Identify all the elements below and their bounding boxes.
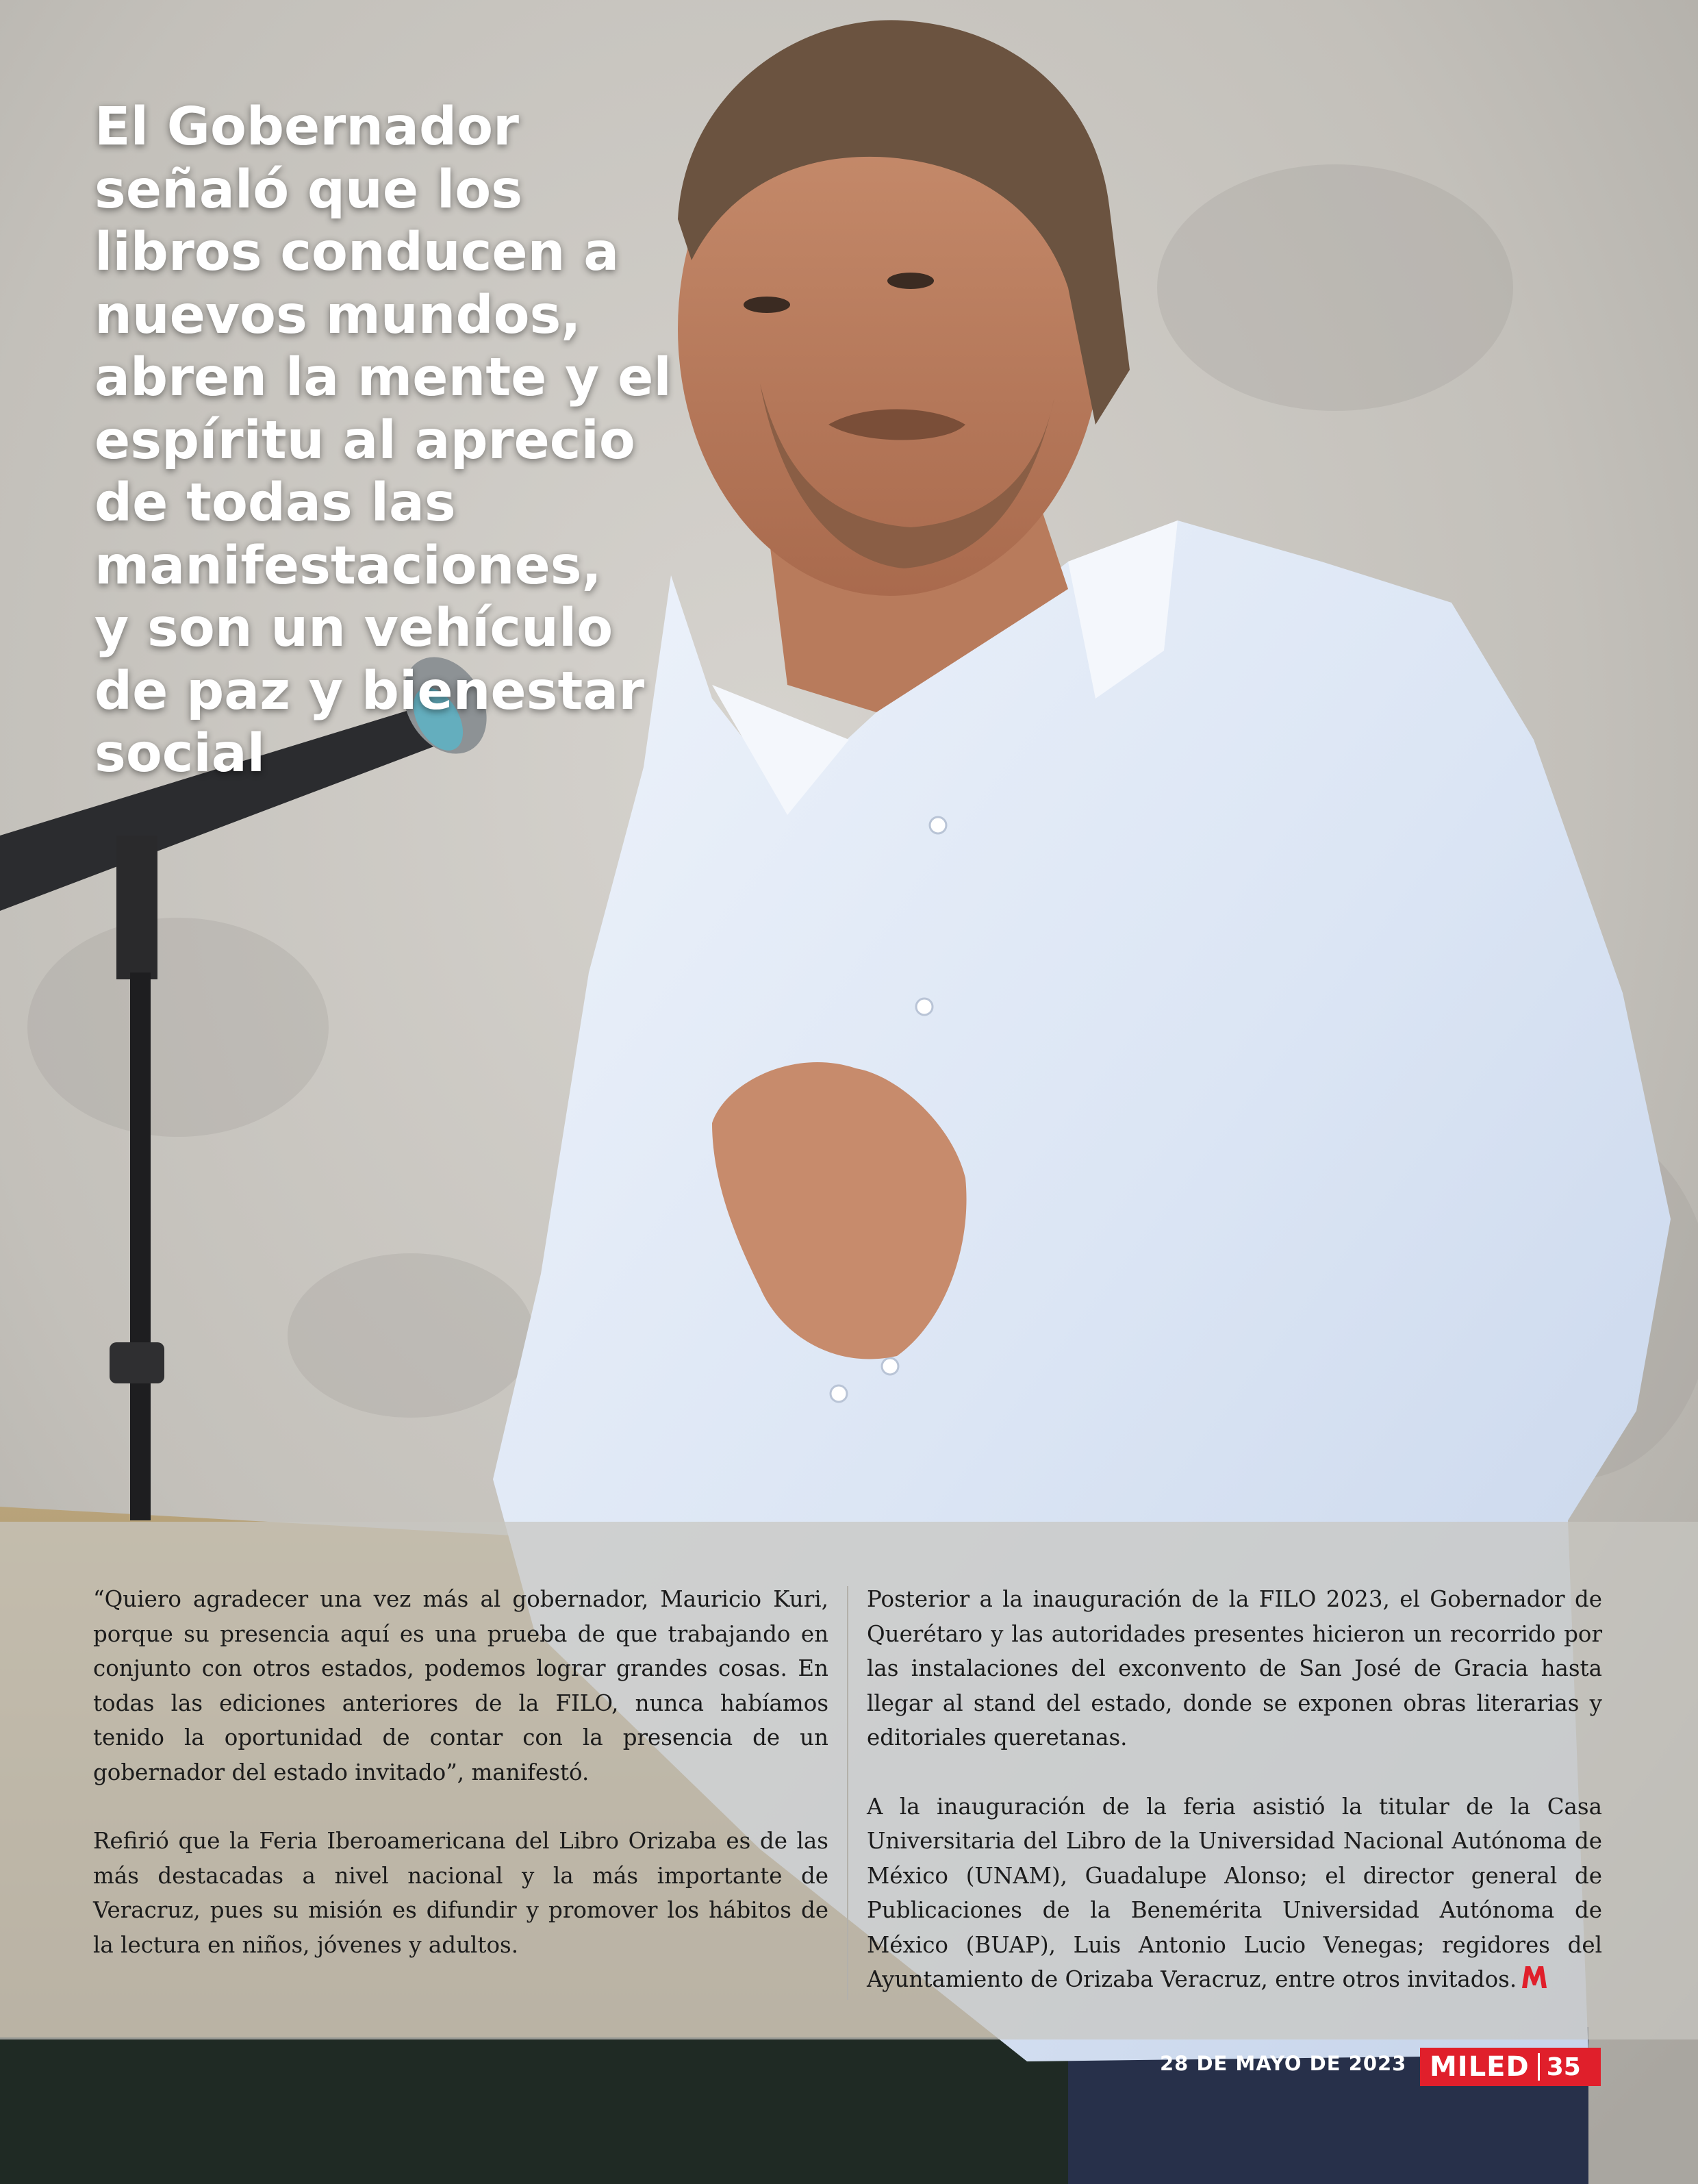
pull-quote-headline: [94, 96, 697, 786]
headline-line: de todas las: [94, 473, 456, 534]
article-paragraph: “Quiero agradecer una vez más al gobernador, Mauricio Kuri, porque su presencia aquí es una prueba de que trabajando en conjunto con otros estados, podemos lograr grandes cosas. En todas las ediciones anteriores de la FILO, nunca habíamos tenido la oportunidad de contar con la presencia de un gobernador del estado invitado”, manifestó.: [93, 1586, 828, 1785]
headline-line: de paz y bienestar: [94, 660, 645, 722]
headline-line: manifestaciones,: [94, 535, 602, 597]
headline-line: El Gobernador: [94, 97, 519, 158]
miled-m-logo-icon: [1521, 1965, 1548, 1990]
headline-line: y son un vehículo: [94, 598, 613, 659]
article-paragraph: Refirió que la Feria Iberoamericana del Libro Orizaba es de las más destacadas a nivel nacional y la más importante de Veracruz, pues su misión es difundir y promover los hábitos de la lectura en niños, jóvenes y adultos.: [93, 1828, 828, 1958]
headline-line: abren la mente y el: [94, 347, 672, 408]
folio-separator: [1538, 2053, 1540, 2081]
page-number: 35: [1546, 2053, 1581, 2081]
article-column-left: [93, 1582, 828, 1996]
issue-date: 28 DE MAYO DE 2023: [1160, 2052, 1407, 2075]
headline-line: señaló que los: [94, 159, 523, 221]
headline-line: social: [94, 723, 266, 784]
magazine-folio: [1420, 2048, 1601, 2086]
magazine-name: MILED: [1430, 2051, 1530, 2083]
article-column-right: [867, 1582, 1602, 2031]
article-paragraph-final: [867, 1790, 1602, 1997]
headline-line: libros conducen a: [94, 222, 620, 283]
column-divider: [847, 1586, 848, 2000]
headline-line: nuevos mundos,: [94, 284, 581, 346]
headline-line: espíritu al aprecio: [94, 410, 635, 471]
article-paragraph: Posterior a la inauguración de la FILO 2023, el Gobernador de Querétaro y las autoridades presentes hicieron un recorrido por las instalaciones del exconvento de San José de Gracia hasta llegar al stand del estado, donde se exponen obras literarias y editoriales queretanas.: [867, 1586, 1602, 1750]
article-paragraph-text: A la inauguración de la feria asistió la titular de la Casa Universitaria del Libro de la Universidad Nacional Autónoma de México (UNAM), Guadalupe Alonso; el director general de Publicaciones de la Benemérita Universidad Autónoma de México (BUAP), Luis Antonio Lucio Venegas; regidores del Ayuntamiento de Orizaba Veracruz, entre otros invitados.: [867, 1793, 1602, 1992]
